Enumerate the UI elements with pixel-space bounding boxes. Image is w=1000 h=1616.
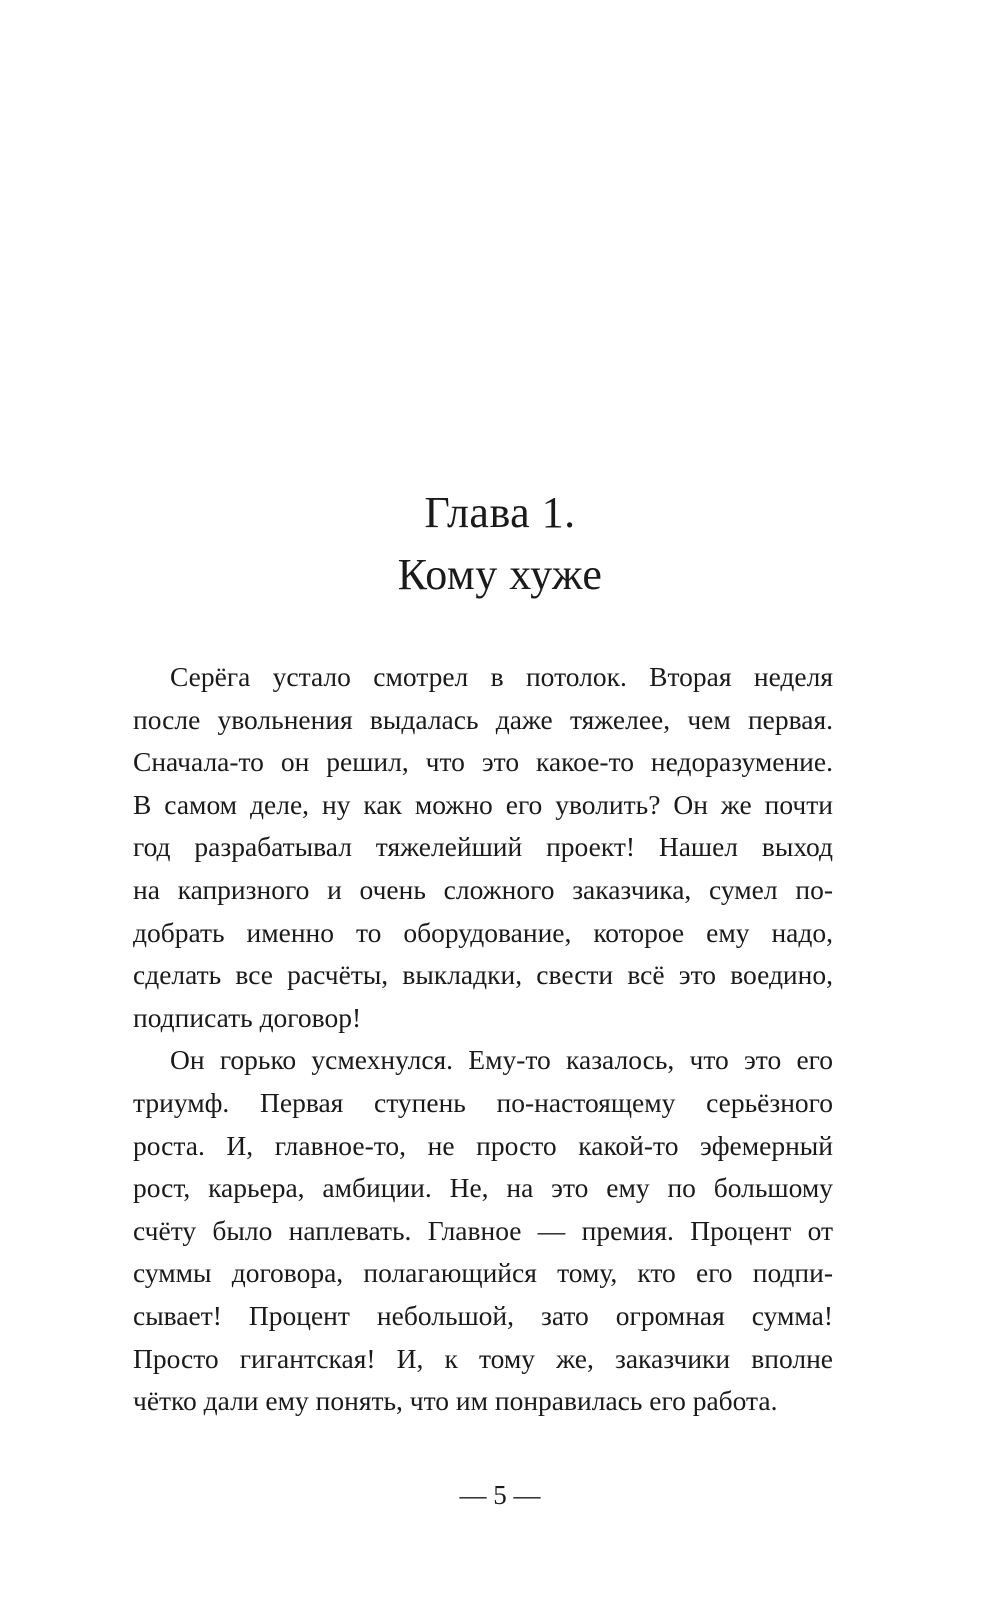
text-line: подписать договор! [133, 1001, 362, 1033]
text-line: триумф. Первая ступень по-настоящему серьёзного [133, 1086, 833, 1118]
text-line: год разрабатывал тяжелейший проект! Нашел выход [133, 831, 833, 863]
text-line: сделать все расчёты, выкладки, свести всё это воедино, [133, 959, 833, 991]
body-text [133, 656, 833, 1423]
text-line: В самом деле, ну как можно его уволить? Он же почти [133, 788, 833, 820]
text-line: счёту было наплевать. Главное — премия. Процент от [133, 1214, 833, 1246]
text-line: Сначала-то он решил, что это какое-то недоразумение. [133, 746, 833, 778]
page-number: — 5 — [459, 1480, 541, 1510]
text-line: Серёга устало смотрел в потолок. Вторая неделя [170, 661, 833, 692]
text-line: после увольнения выдалась даже тяжелее, чем первая. [133, 703, 833, 735]
text-line: Просто гигантская! И, к тому же, заказчики вполне [133, 1342, 833, 1374]
text-line: добрать именно то оборудование, которое ему надо, [133, 916, 833, 948]
chapter-heading [0, 482, 1000, 606]
text-line: суммы договора, полагающийся тому, кто его подпи- [133, 1257, 833, 1289]
text-line: рост, карьера, амбиции. Не, на это ему по большому [133, 1172, 833, 1204]
chapter-title: Кому хуже [397, 550, 603, 599]
text-line: на капризного и очень сложного заказчика, сумел по- [133, 873, 833, 905]
chapter-number: Глава 1. [424, 488, 576, 537]
text-line: чётко дали ему понять, что им понравилась его работа. [133, 1385, 778, 1417]
text-line: сывает! Процент небольшой, зато огромная сумма! [133, 1299, 833, 1331]
text-line: роста. И, главное-то, не просто какой-то эфемерный [133, 1129, 833, 1161]
text-line: Он горько усмехнулся. Ему-то казалось, что это его [170, 1044, 833, 1076]
